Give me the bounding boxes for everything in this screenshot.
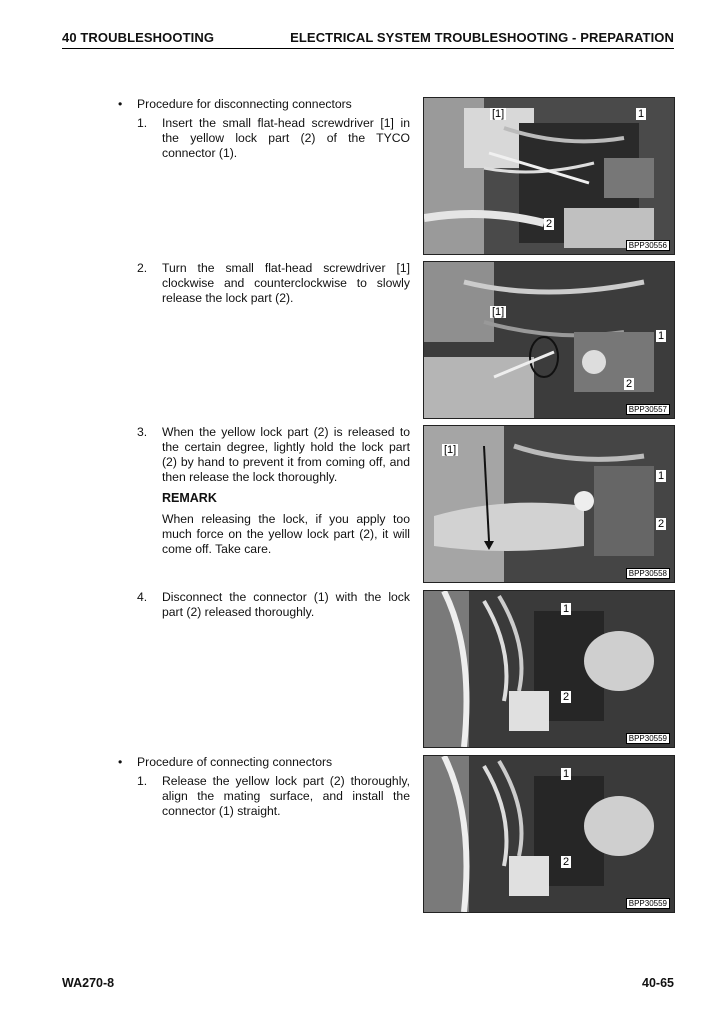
callout-label: 2 (563, 691, 570, 703)
step-text: Insert the small flat-head screwdriver [1] in the yellow lock part (2) of the TYCO connector (1). (162, 116, 410, 160)
step-text: Turn the small flat-head screwdriver [1] clockwise and counterclockwise to slowly release the lock part (2). (162, 261, 410, 305)
callout-label: 2 (626, 378, 633, 390)
figure-reference: BPP30559 (626, 733, 670, 744)
step-text: Disconnect the connector (1) with the lock part (2) released thoroughly. (162, 590, 410, 619)
callout-label: 2 (546, 218, 553, 230)
figure-reference: BPP30558 (626, 568, 670, 579)
callout-label: 1 (638, 108, 645, 120)
footer-model: WA270-8 (62, 976, 115, 990)
callout-label: 1 (563, 603, 570, 615)
section-title-connect: Procedure of connecting connectors (137, 755, 333, 769)
figure-reference: BPP30559 (626, 898, 670, 909)
callout-label: [1] (492, 306, 505, 318)
remark-text: When releasing the lock, if you apply too much force on the yellow lock part (2), it will come off. Take care. (162, 512, 410, 556)
photo-connect (423, 755, 675, 913)
photo-hold-lock (423, 425, 675, 583)
step-number: 1. (137, 116, 148, 130)
step-number: 1. (137, 774, 148, 788)
step-text: Release the yellow lock part (2) thoroughly, align the mating surface, and install the connector (1) straight. (162, 774, 410, 818)
callout-label: 2 (658, 518, 665, 530)
figure-reference: BPP30556 (626, 240, 670, 251)
page-number: 40-65 (642, 976, 674, 990)
step-number: 4. (137, 590, 148, 604)
callout-label: [1] (492, 108, 505, 120)
photo-screwdriver-turn (423, 261, 675, 419)
step-number: 2. (137, 261, 148, 275)
bullet-marker: • (118, 97, 123, 111)
callout-label: 2 (563, 856, 570, 868)
photo-disconnect (423, 590, 675, 748)
remark-label: REMARK (162, 491, 217, 505)
callout-label: 1 (658, 330, 665, 342)
photo-screwdriver-insert (423, 97, 675, 255)
callout-label: 1 (658, 470, 665, 482)
step-text: When the yellow lock part (2) is released to the certain degree, lightly hold the lock part (2) by hand to prevent it from coming off, and then release the lock thoroughly. (162, 425, 410, 484)
figure-reference: BPP30557 (626, 404, 670, 415)
step-number: 3. (137, 425, 148, 439)
header-section: 40 TROUBLESHOOTING (62, 30, 215, 45)
bullet-marker: • (118, 755, 123, 769)
section-title-disconnect: Procedure for disconnecting connectors (137, 97, 352, 111)
callout-label: [1] (444, 444, 457, 456)
header-rule (62, 48, 674, 49)
header-title: ELECTRICAL SYSTEM TROUBLESHOOTING - PREPARATION (290, 30, 674, 45)
callout-label: 1 (563, 768, 570, 780)
